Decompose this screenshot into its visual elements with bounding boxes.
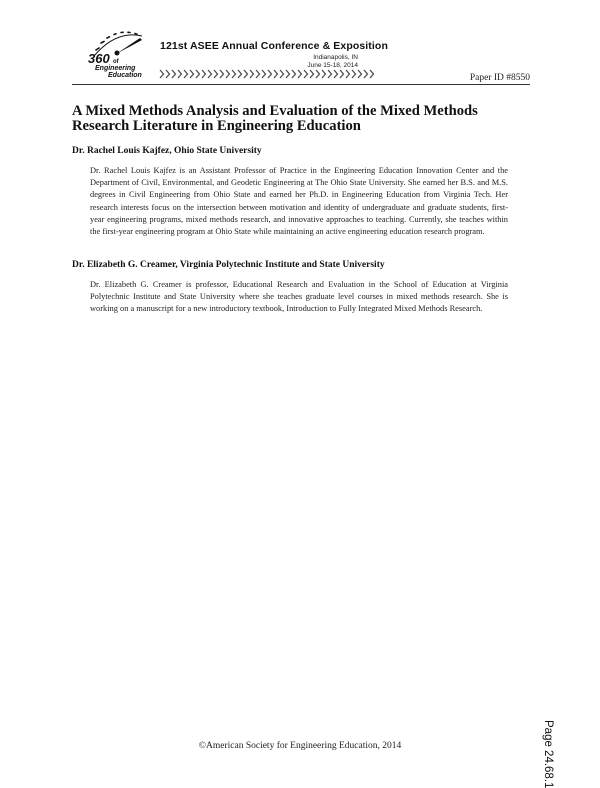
- conference-city: Indianapolis, IN: [300, 54, 358, 61]
- page-number: Page 24.68.1: [540, 720, 554, 772]
- copyright-footer: ©American Society for Engineering Education, 2014: [0, 741, 600, 751]
- asee-360-logo: [86, 26, 158, 78]
- author-bio-2: Dr. Elizabeth G. Creamer is professor, Educational Research and Evaluation in the School of Education at Virginia Polytechnic Institute and State University where she teaches graduate level courses in mixed methods research. She is working on a manuscript for a new introductory textbook, Introduction to Fully Integrated Mixed Methods Research.: [90, 279, 508, 316]
- author-bio-1: Dr. Rachel Louis Kajfez is an Assistant Professor of Practice in the Engineering Education Innovation Center and the Department of Civil, Environmental, and Geodetic Engineering at The Ohio State University. She earned her B.S. and M.S. degrees in Civil Engineering from Ohio State and earned her Ph.D. in Engineering Education from Virginia Tech. Her research interests focus on the intersection between motivation and identity of undergraduate and graduate students, first-year engineering programs, mixed methods research, and innovative approaches to teaching. Currently, she teaches within the first-year engineering program at Ohio State while maintaining an active engineering education research program.: [90, 165, 508, 238]
- paper-id: Paper ID #8550: [450, 73, 530, 83]
- conference-date: June 15-18, 2014: [300, 62, 358, 69]
- chevron-arrows-decoration: [158, 68, 374, 80]
- svg-text:Education: Education: [108, 72, 142, 78]
- paper-title: A Mixed Methods Analysis and Evaluation of the Mixed Methods Research Literature in Engineering Education: [72, 104, 534, 134]
- author-name-1: Dr. Rachel Louis Kajfez, Ohio State University: [72, 146, 262, 156]
- svg-text:Engineering: Engineering: [95, 65, 136, 72]
- header-rule: [72, 84, 530, 85]
- conference-title: 121st ASEE Annual Conference & Exposition: [160, 40, 388, 52]
- author-name-2: Dr. Elizabeth G. Creamer, Virginia Polytechnic Institute and State University: [72, 260, 385, 270]
- svg-text:360: 360: [88, 51, 110, 66]
- svg-text:of: of: [113, 59, 120, 65]
